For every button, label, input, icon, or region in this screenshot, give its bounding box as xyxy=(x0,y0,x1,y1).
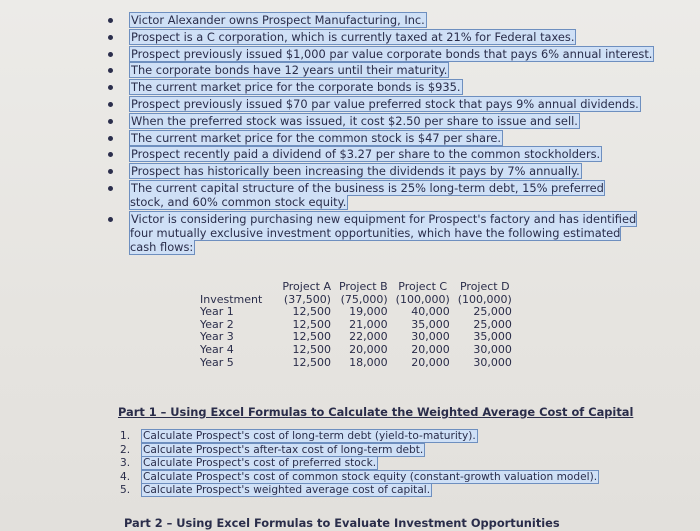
list-item: Prospect is a C corporation, which is currently taxed at 21% for Federal taxes. xyxy=(106,29,666,45)
table-cell: 20,000 xyxy=(411,342,450,356)
table-cell: 18,000 xyxy=(349,355,388,369)
table-cell: 20,000 xyxy=(349,342,388,356)
column-header: Project D xyxy=(459,280,510,293)
table-cell: 20,000 xyxy=(411,355,450,369)
step-text: Calculate Prospect's cost of common stock equity (constant-growth valuation model). xyxy=(143,470,598,483)
table-cell: 30,000 xyxy=(473,355,512,369)
list-item: The current capital structure of the business is 25% long-term debt, 15% preferred stock, and 60% common stock equity. xyxy=(106,180,640,210)
row-label: Year 1 xyxy=(200,305,234,319)
list-item: Prospect previously issued $70 par value preferred stock that pays 9% annual dividends. xyxy=(106,96,666,112)
bullet-dot xyxy=(108,68,113,73)
bullet-dot xyxy=(108,119,113,124)
table-header-row xyxy=(196,281,516,294)
list-item: Victor Alexander owns Prospect Manufacturing, Inc. xyxy=(106,12,666,28)
table-cell: 12,500 xyxy=(292,317,331,331)
column-header: Project C xyxy=(398,280,448,293)
row-label: Year 3 xyxy=(200,330,234,344)
list-item xyxy=(120,484,598,498)
column-header: Project B xyxy=(338,280,388,293)
list-item: The current market price for the common stock is $47 per share. xyxy=(106,130,666,146)
table-cell: 40,000 xyxy=(411,305,450,319)
table-cell: 12,500 xyxy=(292,342,331,356)
table-cell: 35,000 xyxy=(411,317,450,331)
table-cell: 12,500 xyxy=(292,305,331,319)
table-cell: 21,000 xyxy=(349,317,388,331)
row-label: Year 2 xyxy=(200,317,234,331)
list-item: The current market price for the corporate bonds is $935. xyxy=(106,79,666,95)
bullet-dot xyxy=(108,136,113,141)
part1-steps xyxy=(120,430,598,498)
step-number: 5. xyxy=(120,484,131,497)
table-cell: 25,000 xyxy=(473,305,512,319)
table-cell: 22,000 xyxy=(349,330,388,344)
table-cell: (37,500) xyxy=(283,292,331,306)
list-item: Prospect has historically been increasing the dividends it pays by 7% annually. xyxy=(106,163,666,179)
list-item xyxy=(120,457,598,471)
table-cell: (75,000) xyxy=(340,292,388,306)
facts-list xyxy=(106,12,666,255)
list-item: Victor is considering purchasing new equipment for Prospect's factory and has identified four mutually exclusive investment opportunities, which have the following estimated cash flows: xyxy=(106,211,640,255)
table-cell: 25,000 xyxy=(473,317,512,331)
bullet-dot xyxy=(108,186,113,191)
step-number: 3. xyxy=(120,457,131,470)
step-text: Calculate Prospect's cost of preferred stock. xyxy=(143,457,377,470)
list-item: When the preferred stock was issued, it cost $2.50 per share to issue and sell. xyxy=(106,113,666,129)
row-label: Year 4 xyxy=(200,342,234,356)
table-cell: 12,500 xyxy=(292,330,331,344)
row-label: Investment xyxy=(200,292,263,306)
table-corner xyxy=(196,281,278,294)
bullet-dot xyxy=(108,85,113,90)
table-row xyxy=(196,357,516,370)
bullet-dot xyxy=(108,169,113,174)
step-number: 1. xyxy=(120,430,131,442)
step-text: Calculate Prospect's weighted average cost of capital. xyxy=(143,484,431,497)
table-cell: 30,000 xyxy=(411,330,450,344)
list-item: Prospect previously issued $1,000 par value corporate bonds that pays 6% annual interest. xyxy=(106,46,666,62)
cash-flow-table xyxy=(196,281,516,369)
bullet-dot xyxy=(108,35,113,40)
row-label: Year 5 xyxy=(200,355,234,369)
list-item xyxy=(120,444,598,458)
table-cell: 19,000 xyxy=(349,305,388,319)
list-item: Prospect recently paid a dividend of $3.27 per share to the common stockholders. xyxy=(106,146,666,162)
bullet-dot xyxy=(108,52,113,57)
bullet-dot xyxy=(108,152,113,157)
part2-heading: Part 2 – Using Excel Formulas to Evaluate Investment Opportunities xyxy=(124,516,560,530)
step-number: 2. xyxy=(120,443,131,456)
step-number: 4. xyxy=(120,470,131,483)
table-row xyxy=(196,306,516,319)
part1-heading: Part 1 – Using Excel Formulas to Calculate the Weighted Average Cost of Capital xyxy=(118,405,634,419)
bullet-dot xyxy=(108,102,113,107)
table-cell: (100,000) xyxy=(395,292,450,306)
step-text: Calculate Prospect's cost of long-term debt (yield-to-maturity). xyxy=(143,430,476,442)
table-cell: 35,000 xyxy=(473,330,512,344)
table-cell: (100,000) xyxy=(457,292,512,306)
table-row xyxy=(196,344,516,357)
list-item xyxy=(120,471,598,485)
bullet-dot xyxy=(108,217,113,222)
table-cell: 12,500 xyxy=(292,355,331,369)
list-item: The corporate bonds have 12 years until their maturity. xyxy=(106,62,666,78)
list-item xyxy=(120,430,598,444)
step-text: Calculate Prospect's after-tax cost of long-term debt. xyxy=(143,443,424,456)
bullet-dot xyxy=(108,18,113,23)
table-cell: 30,000 xyxy=(473,342,512,356)
column-header: Project A xyxy=(282,280,331,293)
